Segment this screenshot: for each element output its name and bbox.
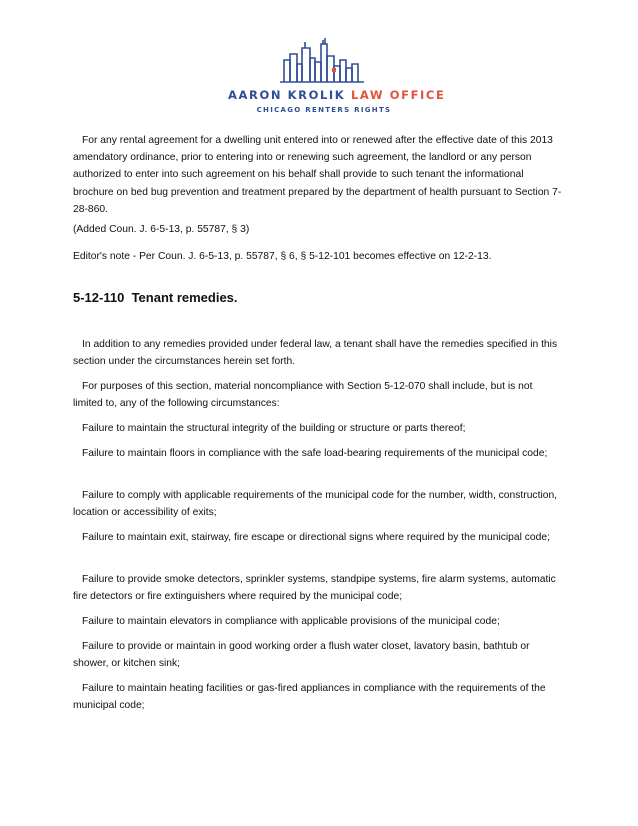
law-office-logo bbox=[228, 38, 446, 120]
paragraph-plumbing: Failure to provide or maintain in good working order a flush water closet, lavatory basin, bathtub or shower, or kitchen sink; bbox=[73, 641, 530, 670]
paragraph-signs: Failure to maintain exit, stairway, fire escape or directional signs where required by the municipal code; bbox=[82, 532, 550, 543]
logo-name-part2: LAW OFFICE bbox=[350, 88, 446, 102]
paragraph-structural-integrity: Failure to maintain the structural integrity of the building or structure or parts thereof; bbox=[82, 423, 466, 434]
chicago-skyline-icon bbox=[274, 38, 374, 86]
logo-wordmark bbox=[228, 88, 446, 102]
section-title: Tenant remedies. bbox=[131, 290, 238, 305]
paragraph-noncompliance-definition: For purposes of this section, material noncompliance with Section 5-12-070 shall include, but is not limited to, any of the following circumstances: bbox=[73, 381, 533, 410]
section-heading bbox=[73, 289, 238, 306]
paragraph-remedies-intro: In addition to any remedies provided under federal law, a tenant shall have the remedies specified in this section under the circumstances herein set forth. bbox=[73, 339, 558, 368]
paragraph-added-citation: (Added Coun. J. 6-5-13, p. 55787, § 3) bbox=[73, 224, 250, 235]
paragraph-floors: Failure to maintain floors in compliance with the safe load-bearing requirements of the municipal code; bbox=[82, 448, 548, 459]
section-number: 5-12-110 bbox=[73, 290, 125, 305]
logo-tagline: CHICAGO RENTERS RIGHTS bbox=[256, 106, 392, 114]
paragraph-fire-safety: Failure to provide smoke detectors, sprinkler systems, standpipe systems, fire alarm systems, automatic fire detectors or fire extinguishers where required by the municipal code; bbox=[73, 574, 556, 603]
paragraph-elevators: Failure to maintain elevators in compliance with applicable provisions of the municipal code; bbox=[82, 616, 500, 627]
paragraph-bed-bug-brochure: For any rental agreement for a dwelling unit entered into or renewed after the effective date of this 2013 amendatory ordinance, prior to entering into or renewing such agreement, the landlord or any person authorized to enter into such agreement on his behalf shall provide to such tenant the informational brochure on bed bug prevention and treatment prepared by the department of health pursuant to Section 7-28-860. bbox=[73, 135, 562, 215]
paragraph-heating: Failure to maintain heating facilities or gas-fired appliances in compliance with the requirements of the municipal code; bbox=[73, 683, 546, 712]
logo-name-part1: AARON KROLIK bbox=[228, 88, 351, 102]
paragraph-exits: Failure to comply with applicable requirements of the municipal code for the number, width, construction, location or accessibility of exits; bbox=[73, 490, 558, 519]
paragraph-editors-note: Editor's note - Per Coun. J. 6-5-13, p. 55787, § 6, § 5-12-101 becomes effective on 12-2-13. bbox=[73, 251, 492, 262]
